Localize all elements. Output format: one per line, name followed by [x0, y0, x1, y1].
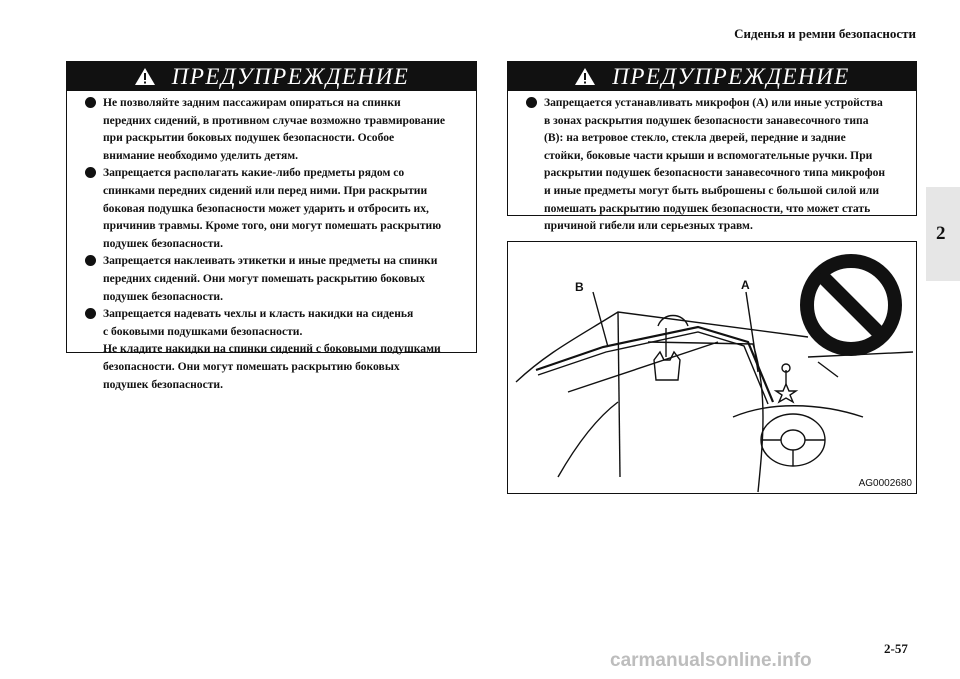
warning-line: при раскрытии боковых подушек безопасности. Особое — [103, 131, 395, 145]
bullet-icon — [85, 308, 96, 319]
page-number: 2-57 — [884, 641, 908, 656]
warning-line: безопасности. Они могут помешать раскрытию боковых — [103, 359, 400, 373]
warning-line: Не позволяйте задним пассажирам опираться на спинки — [103, 96, 401, 109]
warning-header — [67, 62, 476, 91]
warning-line: спинками передних сидений или перед ними. При раскрытии — [103, 183, 428, 197]
warning-line: помешать раскрытию подушек безопасности, что может стать — [544, 201, 871, 215]
warning-line: Запрещается надевать чехлы и класть накидки на сиденья — [103, 307, 414, 321]
warning-line: причинив травмы. Кроме того, они могут помешать раскрытию — [103, 219, 442, 233]
warning-header — [508, 62, 916, 91]
watermark: carmanualsonline.info — [610, 650, 812, 671]
warning-title: ПРЕДУПРЕЖДЕНИЕ — [171, 63, 410, 89]
warning-title: ПРЕДУПРЕЖДЕНИЕ — [612, 63, 850, 89]
bullet-icon — [85, 97, 96, 108]
figure-label-a: A — [741, 278, 750, 292]
warning-item — [85, 305, 466, 393]
warning-triangle-icon — [574, 67, 596, 86]
warning-item — [526, 94, 906, 235]
page-header-title: Сиденья и ремни безопасности — [734, 26, 916, 41]
warning-line: Запрещается наклеивать этикетки и иные предметы на спинки — [103, 254, 438, 268]
figure-label-b: B — [575, 280, 584, 294]
warning-line: стойки, боковые части крыши и вспомогательные ручки. При — [544, 148, 873, 162]
warning-box-left — [66, 61, 477, 391]
warning-line: с боковыми подушками безопасности. — [103, 324, 303, 338]
warning-item — [85, 252, 466, 305]
warning-line: подушек безопасности. — [103, 236, 224, 250]
chapter-number: 2 — [936, 223, 946, 244]
warning-item — [85, 94, 466, 164]
warning-line: причиной гибели или серьезных травм. — [544, 219, 753, 233]
warning-line: передних сидений, в противном случае возможно травмирование — [103, 113, 446, 127]
warning-line: в зонах раскрытия подушек безопасности занавесочного типа — [544, 113, 869, 127]
bullet-icon — [526, 97, 537, 108]
figure-code: AG0002680 — [858, 478, 912, 489]
warning-line: и иные предметы могут быть выброшены с большой силой или — [544, 183, 880, 197]
warning-line: Не кладите накидки на спинки сидений с боковыми подушками — [103, 342, 441, 356]
prohibition-sign-icon — [796, 250, 906, 360]
warning-body — [508, 91, 916, 235]
warning-line: Запрещается устанавливать микрофон (A) или иные устройства — [544, 96, 883, 109]
bullet-icon — [85, 167, 96, 178]
warning-line: (B): на ветровое стекло, стекла дверей, передние и задние — [544, 131, 846, 145]
warning-line: Запрещается располагать какие-либо предметы рядом со — [103, 166, 405, 180]
warning-triangle-icon — [134, 67, 156, 86]
warning-line: подушек безопасности. — [103, 289, 224, 303]
warning-box-right — [507, 61, 917, 233]
chapter-tab — [926, 187, 960, 281]
illustration-frame — [507, 241, 917, 494]
warning-line: внимание необходимо уделить детям. — [103, 148, 299, 162]
warning-line: передних сидений. Они могут помешать раскрытию боковых — [103, 271, 425, 285]
warning-line: подушек безопасности. — [103, 377, 224, 391]
warning-item — [85, 164, 466, 252]
warning-line: раскрытии подушек безопасности занавесочного типа микрофон — [544, 166, 886, 180]
warning-line: боковая подушка безопасности может ударить и отбросить их, — [103, 201, 429, 215]
warning-body — [67, 91, 476, 393]
bullet-icon — [85, 255, 96, 266]
